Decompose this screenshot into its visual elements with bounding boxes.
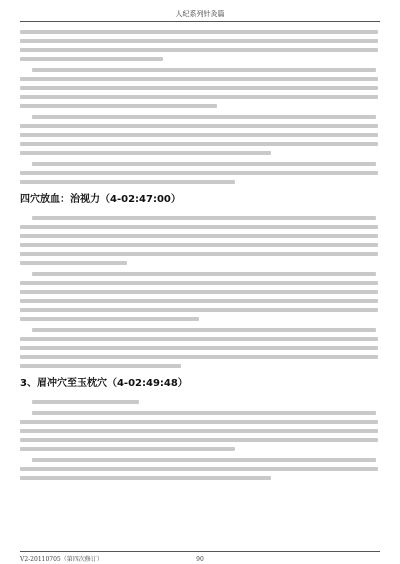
page-footer xyxy=(20,551,380,563)
placeholder-paragraph xyxy=(20,30,378,61)
placeholder-paragraph xyxy=(20,216,378,265)
placeholder-paragraph xyxy=(20,272,378,321)
placeholder-paragraph xyxy=(20,328,378,368)
page-number: 90 xyxy=(196,556,204,563)
document-version: V2-20110705（第四次修订） xyxy=(20,556,103,563)
placeholder-paragraph xyxy=(20,458,378,480)
section-heading: 3、眉冲穴至玉枕穴（4-02:49:48） xyxy=(20,378,188,389)
page-header: 人纪系列针灸篇 xyxy=(20,9,380,22)
page-content xyxy=(20,30,378,487)
placeholder-paragraph xyxy=(20,68,378,108)
placeholder-paragraph xyxy=(20,162,378,184)
section-heading: 四穴放血：治视力（4-02:47:00） xyxy=(20,194,181,205)
placeholder-paragraph xyxy=(20,115,378,155)
placeholder-paragraph xyxy=(20,411,378,451)
placeholder-paragraph xyxy=(20,400,378,404)
